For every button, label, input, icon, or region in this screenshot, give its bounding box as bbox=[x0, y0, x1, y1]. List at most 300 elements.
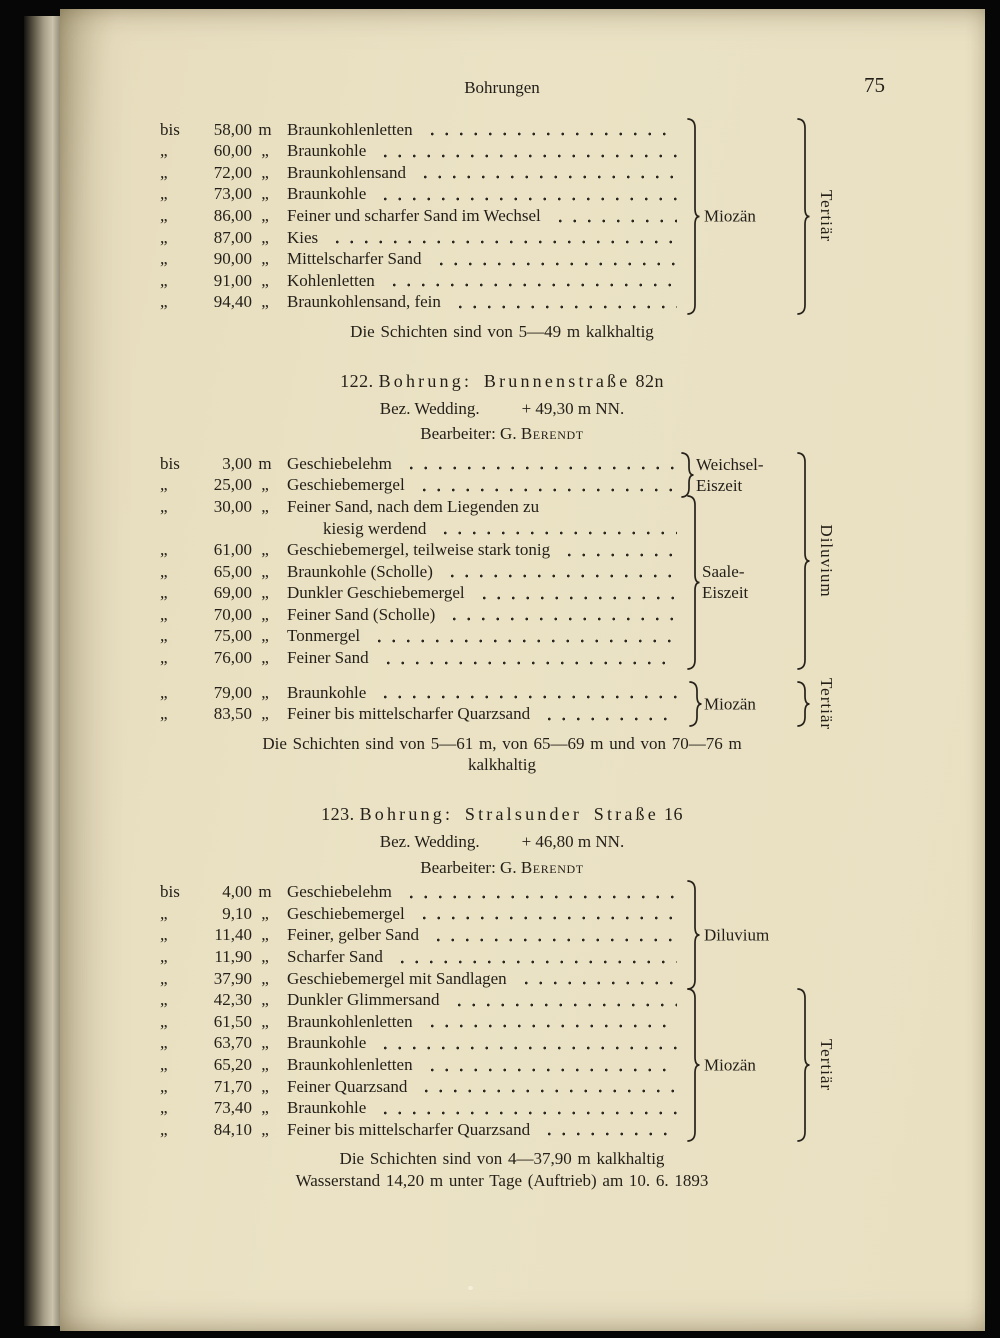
depth-prefix: „ bbox=[160, 249, 168, 269]
boring-heading bbox=[152, 369, 852, 393]
stratum-label bbox=[696, 454, 764, 496]
layer-column bbox=[287, 248, 679, 270]
boring-row bbox=[160, 291, 872, 313]
rows-block bbox=[152, 881, 872, 1140]
boring-row bbox=[160, 1076, 872, 1098]
dot-leader bbox=[429, 924, 677, 946]
layer-line bbox=[287, 924, 679, 946]
heading-title: Bohrung: Brunnenstraße bbox=[378, 370, 631, 391]
layer-description: Braunkohle bbox=[287, 682, 367, 702]
stratum-label bbox=[704, 925, 769, 946]
dot-leader bbox=[376, 1032, 677, 1054]
depth-prefix: „ bbox=[160, 1054, 168, 1074]
depth-value: 69,00 bbox=[213, 583, 252, 603]
section-note: Die Schichten sind von 4—37,90 m kalkhaltig bbox=[339, 1149, 665, 1169]
layer-line bbox=[287, 989, 679, 1011]
page-content bbox=[152, 77, 872, 1192]
depth-value: 76,00 bbox=[213, 648, 252, 668]
heading-tail: 82n bbox=[630, 370, 664, 391]
depth-prefix: „ bbox=[160, 540, 168, 560]
layer-column bbox=[287, 1032, 679, 1054]
depth-value: 90,00 bbox=[213, 249, 252, 269]
layer-description: Braunkohlensand bbox=[287, 162, 406, 182]
brace bbox=[686, 880, 701, 990]
depth-unit: „ bbox=[261, 925, 269, 945]
brace bbox=[686, 988, 701, 1142]
brace-icon bbox=[686, 118, 701, 315]
layer-description: Feiner Quarzsand bbox=[287, 1076, 408, 1096]
brace-icon bbox=[680, 452, 695, 498]
depth-value: 42,30 bbox=[213, 990, 252, 1010]
boring-row bbox=[160, 1119, 872, 1141]
dot-leader bbox=[423, 119, 677, 141]
brace-icon bbox=[686, 988, 701, 1142]
depth-value: 60,00 bbox=[213, 141, 252, 161]
depth-value: 30,00 bbox=[213, 496, 252, 516]
brace bbox=[796, 681, 811, 727]
layer-line bbox=[287, 183, 679, 205]
layer-line bbox=[287, 1032, 679, 1054]
layer-column bbox=[287, 682, 679, 704]
dot-leader bbox=[445, 604, 677, 626]
depth-value: 75,00 bbox=[213, 626, 252, 646]
boring-row bbox=[160, 162, 872, 184]
layer-column bbox=[287, 1054, 679, 1076]
depth-unit: „ bbox=[261, 682, 269, 702]
depth-prefix: „ bbox=[160, 141, 168, 161]
layer-column bbox=[287, 561, 679, 583]
boring-row bbox=[160, 1011, 872, 1033]
boring-row bbox=[160, 270, 872, 292]
layer-column bbox=[287, 625, 679, 647]
stratum-label-line: Eiszeit bbox=[696, 475, 743, 495]
brace-icon bbox=[686, 880, 701, 990]
layer-line bbox=[287, 1097, 679, 1119]
depth-unit: „ bbox=[261, 184, 269, 204]
brace-icon bbox=[796, 118, 811, 315]
layer-description: Mittelscharfer Sand bbox=[287, 249, 422, 269]
dot-leader bbox=[423, 1011, 677, 1033]
dot-leader bbox=[402, 881, 677, 903]
layer-column bbox=[287, 1119, 679, 1141]
brace-icon bbox=[688, 681, 703, 727]
boring-row bbox=[160, 1054, 872, 1076]
boring-row bbox=[160, 183, 872, 205]
layer-line bbox=[287, 227, 679, 249]
boring-row bbox=[160, 989, 872, 1011]
depth-unit: m bbox=[258, 453, 272, 473]
dot-leader bbox=[417, 1076, 677, 1098]
layer-description: Feiner bis mittelscharfer Quarzsand bbox=[287, 1119, 531, 1139]
layer-line bbox=[287, 496, 679, 518]
section-note: Wasserstand 14,20 m unter Tage (Auftrieb) am 10. 6. 1893 bbox=[295, 1170, 709, 1190]
layer-line bbox=[287, 291, 679, 313]
layer-description: Feiner und scharfer Sand im Wechsel bbox=[287, 205, 541, 225]
layer-description: Geschiebelehm bbox=[287, 453, 392, 473]
depth-prefix: „ bbox=[160, 1076, 168, 1096]
boring-section bbox=[152, 802, 872, 1192]
section-note: Die Schichten sind von 5—61 m, von 65—69 m und von 70—76 m bbox=[262, 733, 742, 753]
depth-unit: „ bbox=[261, 475, 269, 495]
boring-section bbox=[152, 119, 872, 343]
stratum-label bbox=[816, 524, 837, 597]
layer-description: kiesig werdend bbox=[323, 518, 427, 538]
layer-line bbox=[287, 647, 679, 669]
bearbeiter-line bbox=[152, 423, 852, 445]
layer-description: Braunkohle bbox=[287, 1033, 367, 1053]
layer-column bbox=[287, 881, 679, 903]
depth-value: 73,00 bbox=[213, 184, 252, 204]
stratum-label-line: Miozän bbox=[704, 694, 756, 714]
layer-line bbox=[287, 205, 679, 227]
boring-row bbox=[160, 248, 872, 270]
depth-prefix: „ bbox=[160, 1119, 168, 1139]
depth-value: 94,40 bbox=[213, 292, 252, 312]
dot-leader bbox=[443, 561, 677, 583]
rows-block bbox=[152, 119, 872, 313]
boring-row bbox=[160, 561, 872, 583]
depth-prefix: „ bbox=[160, 496, 168, 516]
elevation-label: + 46,80 m NN. bbox=[521, 832, 625, 852]
depth-unit: „ bbox=[261, 990, 269, 1010]
section-note: Die Schichten sind von 5—49 m kalkhaltig bbox=[350, 321, 654, 341]
layer-column bbox=[287, 1011, 679, 1033]
depth-unit: „ bbox=[261, 704, 269, 724]
depth-prefix: „ bbox=[160, 205, 168, 225]
depth-value: 58,00 bbox=[213, 119, 252, 139]
heading-number: 123. bbox=[321, 804, 360, 825]
brace-icon bbox=[796, 988, 811, 1142]
depth-value: 4,00 bbox=[222, 882, 252, 902]
brace bbox=[686, 495, 701, 670]
layer-column bbox=[287, 989, 679, 1011]
depth-value: 3,00 bbox=[222, 453, 252, 473]
stratum-label-line: Tertiär bbox=[817, 677, 836, 730]
layer-line bbox=[287, 1011, 679, 1033]
stratum-label-line: Eiszeit bbox=[702, 583, 749, 603]
depth-unit: „ bbox=[261, 141, 269, 161]
district-label: Bez. Wedding. bbox=[379, 832, 480, 852]
depth-value: 37,90 bbox=[213, 968, 252, 988]
layer-column bbox=[287, 119, 679, 141]
layer-description: Tonmergel bbox=[287, 626, 361, 646]
layer-description: Braunkohlenletten bbox=[287, 1011, 413, 1031]
layer-column bbox=[287, 903, 679, 925]
layer-description: Braunkohle (Scholle) bbox=[287, 561, 433, 581]
location-line bbox=[152, 398, 852, 420]
depth-prefix: „ bbox=[160, 1033, 168, 1053]
dot-leader bbox=[376, 682, 677, 704]
layer-line bbox=[287, 248, 679, 270]
boring-section bbox=[152, 369, 872, 777]
layer-line bbox=[287, 1076, 679, 1098]
depth-prefix: „ bbox=[160, 1011, 168, 1031]
running-header: Bohrungen bbox=[464, 78, 540, 97]
stratum-label bbox=[704, 693, 756, 714]
stratum-label-line: Diluvium bbox=[817, 524, 836, 598]
layer-line bbox=[287, 903, 679, 925]
depth-unit: „ bbox=[261, 1076, 269, 1096]
layer-column bbox=[287, 582, 679, 604]
depth-prefix: „ bbox=[160, 1098, 168, 1118]
boring-row bbox=[160, 227, 872, 249]
section-note: kalkhaltig bbox=[468, 755, 536, 775]
layer-line bbox=[287, 539, 679, 561]
depth-prefix: „ bbox=[160, 583, 168, 603]
dot-leader bbox=[385, 270, 677, 292]
depth-value: 63,70 bbox=[213, 1033, 252, 1053]
layer-column bbox=[287, 539, 679, 561]
dust-speck bbox=[468, 1286, 473, 1290]
depth-prefix: „ bbox=[160, 475, 168, 495]
stratum-label bbox=[704, 1055, 756, 1076]
bearbeiter-name: Berendt bbox=[520, 857, 584, 877]
stratum-label-line: Diluvium bbox=[704, 925, 770, 945]
layer-column bbox=[287, 474, 679, 496]
dot-leader bbox=[436, 518, 677, 540]
depth-unit: „ bbox=[261, 292, 269, 312]
depth-prefix: „ bbox=[160, 903, 168, 923]
layer-description: Geschiebelehm bbox=[287, 882, 392, 902]
dot-leader bbox=[517, 968, 677, 990]
layer-description: Braunkohle bbox=[287, 1098, 367, 1118]
depth-prefix: „ bbox=[160, 227, 168, 247]
depth-value: 11,40 bbox=[214, 925, 252, 945]
depth-unit: „ bbox=[261, 604, 269, 624]
dot-leader bbox=[475, 582, 677, 604]
depth-unit: m bbox=[258, 119, 272, 139]
dot-leader bbox=[415, 474, 677, 496]
brace bbox=[796, 988, 811, 1142]
dot-leader bbox=[560, 539, 677, 561]
dot-leader bbox=[376, 183, 677, 205]
depth-unit: „ bbox=[261, 1098, 269, 1118]
depth-prefix: „ bbox=[160, 184, 168, 204]
boring-row bbox=[160, 1032, 872, 1054]
depth-unit: „ bbox=[261, 1119, 269, 1139]
layer-column bbox=[287, 140, 679, 162]
layer-column bbox=[287, 205, 679, 227]
dot-leader bbox=[376, 1097, 677, 1119]
book-page bbox=[60, 9, 985, 1331]
boring-row bbox=[160, 474, 872, 496]
stratum-label-line: Weichsel- bbox=[696, 454, 764, 474]
boring-row bbox=[160, 881, 872, 903]
depth-value: 65,20 bbox=[213, 1054, 252, 1074]
depth-prefix: „ bbox=[160, 648, 168, 668]
boring-row bbox=[160, 625, 872, 647]
layer-column bbox=[287, 924, 679, 946]
depth-unit: „ bbox=[261, 626, 269, 646]
depth-unit: „ bbox=[261, 561, 269, 581]
boring-row bbox=[160, 604, 872, 626]
heading-tail: 16 bbox=[658, 804, 683, 825]
heading-number: 122. bbox=[340, 370, 379, 391]
depth-unit: „ bbox=[261, 1054, 269, 1074]
depth-unit: „ bbox=[261, 648, 269, 668]
layer-line bbox=[287, 582, 679, 604]
layer-column bbox=[287, 227, 679, 249]
layer-line bbox=[287, 625, 679, 647]
boring-row bbox=[160, 1097, 872, 1119]
brace bbox=[796, 118, 811, 315]
depth-unit: „ bbox=[261, 1033, 269, 1053]
layer-line bbox=[287, 703, 679, 725]
boring-row bbox=[160, 903, 872, 925]
dot-leader bbox=[451, 291, 677, 313]
dot-leader bbox=[450, 989, 678, 1011]
boring-heading bbox=[152, 802, 852, 826]
depth-prefix: „ bbox=[160, 162, 168, 182]
dot-leader bbox=[402, 453, 677, 475]
layer-line bbox=[287, 1119, 679, 1141]
boring-row bbox=[160, 647, 872, 669]
layer-line bbox=[287, 140, 679, 162]
layer-description: Feiner Sand, nach dem Liegenden zu bbox=[287, 496, 540, 516]
layer-description: Dunkler Glimmersand bbox=[287, 990, 440, 1010]
depth-unit: „ bbox=[261, 903, 269, 923]
layer-line bbox=[287, 604, 679, 626]
layer-column bbox=[287, 946, 679, 968]
depth-value: 61,50 bbox=[213, 1011, 252, 1031]
depth-value: 11,90 bbox=[214, 947, 252, 966]
brace bbox=[686, 118, 701, 315]
layer-column bbox=[287, 496, 679, 539]
layer-line bbox=[287, 881, 679, 903]
depth-value: 9,10 bbox=[222, 903, 252, 923]
layer-column bbox=[287, 453, 679, 475]
depth-unit: „ bbox=[261, 968, 269, 988]
bearbeiter-line bbox=[152, 857, 852, 879]
depth-prefix: „ bbox=[160, 270, 168, 290]
depth-unit: „ bbox=[261, 270, 269, 290]
depth-unit: „ bbox=[261, 1011, 269, 1031]
depth-unit: „ bbox=[261, 947, 269, 966]
layer-line bbox=[287, 119, 679, 141]
dot-leader bbox=[423, 1054, 677, 1076]
layer-description: Geschiebemergel bbox=[287, 475, 405, 495]
boring-row bbox=[160, 968, 872, 990]
layer-column bbox=[287, 968, 679, 990]
layer-line bbox=[287, 1054, 679, 1076]
boring-row bbox=[160, 119, 872, 141]
layer-description: Feiner, gelber Sand bbox=[287, 925, 419, 945]
dot-leader bbox=[540, 1119, 677, 1141]
depth-prefix: „ bbox=[160, 682, 168, 702]
elevation-label: + 49,30 m NN. bbox=[521, 398, 625, 418]
boring-row bbox=[160, 946, 872, 968]
layer-column bbox=[287, 183, 679, 205]
depth-value: 91,00 bbox=[213, 270, 252, 290]
brace-icon bbox=[796, 681, 811, 727]
layer-description: Feiner Sand (Scholle) bbox=[287, 604, 436, 624]
layer-line bbox=[287, 946, 679, 968]
dot-leader bbox=[328, 227, 677, 249]
layer-line bbox=[287, 968, 679, 990]
stratum-label bbox=[816, 190, 837, 242]
stratum-label-line: Tertiär bbox=[817, 190, 836, 243]
layer-column bbox=[287, 1076, 679, 1098]
layer-column bbox=[287, 1097, 679, 1119]
layer-description: Geschiebemergel, teilweise stark tonig bbox=[287, 540, 551, 560]
depth-value: 70,00 bbox=[213, 604, 252, 624]
depth-value: 61,00 bbox=[213, 540, 252, 560]
bearbeiter-name: Berendt bbox=[520, 424, 584, 444]
brace bbox=[796, 452, 811, 670]
page-number: 75 bbox=[864, 73, 885, 97]
brace-icon bbox=[796, 452, 811, 670]
layer-line-continued bbox=[287, 518, 679, 540]
dot-leader bbox=[415, 903, 677, 925]
boring-row bbox=[160, 496, 872, 539]
depth-prefix: „ bbox=[160, 604, 168, 624]
boring-row bbox=[160, 140, 872, 162]
depth-unit: „ bbox=[261, 540, 269, 560]
layer-description: Braunkohle bbox=[287, 184, 367, 204]
depth-prefix: „ bbox=[160, 626, 168, 646]
depth-value: 72,00 bbox=[213, 162, 252, 182]
layer-description: Kohlenletten bbox=[287, 270, 375, 290]
depth-value: 87,00 bbox=[213, 227, 252, 247]
layer-line bbox=[287, 682, 679, 704]
dot-leader bbox=[370, 625, 677, 647]
brace bbox=[680, 452, 695, 498]
heading-title: Bohrung: Stralsunder Straße bbox=[359, 804, 659, 825]
depth-prefix: bis bbox=[160, 119, 180, 139]
depth-prefix: bis bbox=[160, 882, 180, 902]
layer-description: Feiner bis mittelscharfer Quarzsand bbox=[287, 704, 531, 724]
dot-leader bbox=[432, 248, 677, 270]
layer-column bbox=[287, 162, 679, 184]
boring-row bbox=[160, 582, 872, 604]
depth-prefix: „ bbox=[160, 925, 168, 945]
depth-prefix: „ bbox=[160, 704, 168, 724]
boring-row bbox=[160, 453, 872, 475]
layer-description: Dunkler Geschiebemergel bbox=[287, 583, 465, 603]
depth-value: 73,40 bbox=[213, 1098, 252, 1118]
dot-leader bbox=[540, 703, 677, 725]
stratum-label-line: Miozän bbox=[704, 206, 756, 226]
layer-line bbox=[287, 561, 679, 583]
rows-block bbox=[152, 453, 872, 730]
depth-unit: „ bbox=[261, 205, 269, 225]
boring-row bbox=[160, 682, 872, 704]
stratum-label bbox=[816, 1039, 837, 1091]
layer-description: Braunkohlensand, fein bbox=[287, 292, 441, 312]
layer-description: Braunkohlenletten bbox=[287, 1054, 413, 1074]
layer-line bbox=[287, 270, 679, 292]
depth-value: 84,10 bbox=[213, 1119, 252, 1139]
brace-icon bbox=[686, 495, 701, 670]
layer-line bbox=[287, 474, 679, 496]
layer-description: Kies bbox=[287, 227, 319, 247]
depth-unit: „ bbox=[261, 227, 269, 247]
layer-column bbox=[287, 604, 679, 626]
layer-description: Geschiebemergel mit Sandlagen bbox=[287, 968, 507, 988]
dot-leader bbox=[551, 205, 677, 227]
layer-column bbox=[287, 647, 679, 669]
depth-value: 86,00 bbox=[213, 205, 252, 225]
layer-description: Braunkohle bbox=[287, 141, 367, 161]
depth-unit: „ bbox=[261, 249, 269, 269]
dot-leader bbox=[416, 162, 677, 184]
sections-container bbox=[152, 119, 872, 1192]
layer-description: Scharfer Sand bbox=[287, 947, 383, 966]
stratum-label-line: Miozän bbox=[704, 1055, 756, 1075]
stratum-label-line: Tertiär bbox=[817, 1039, 836, 1092]
layer-description: Braunkohlenletten bbox=[287, 119, 413, 139]
district-label: Bez. Wedding. bbox=[379, 398, 480, 418]
